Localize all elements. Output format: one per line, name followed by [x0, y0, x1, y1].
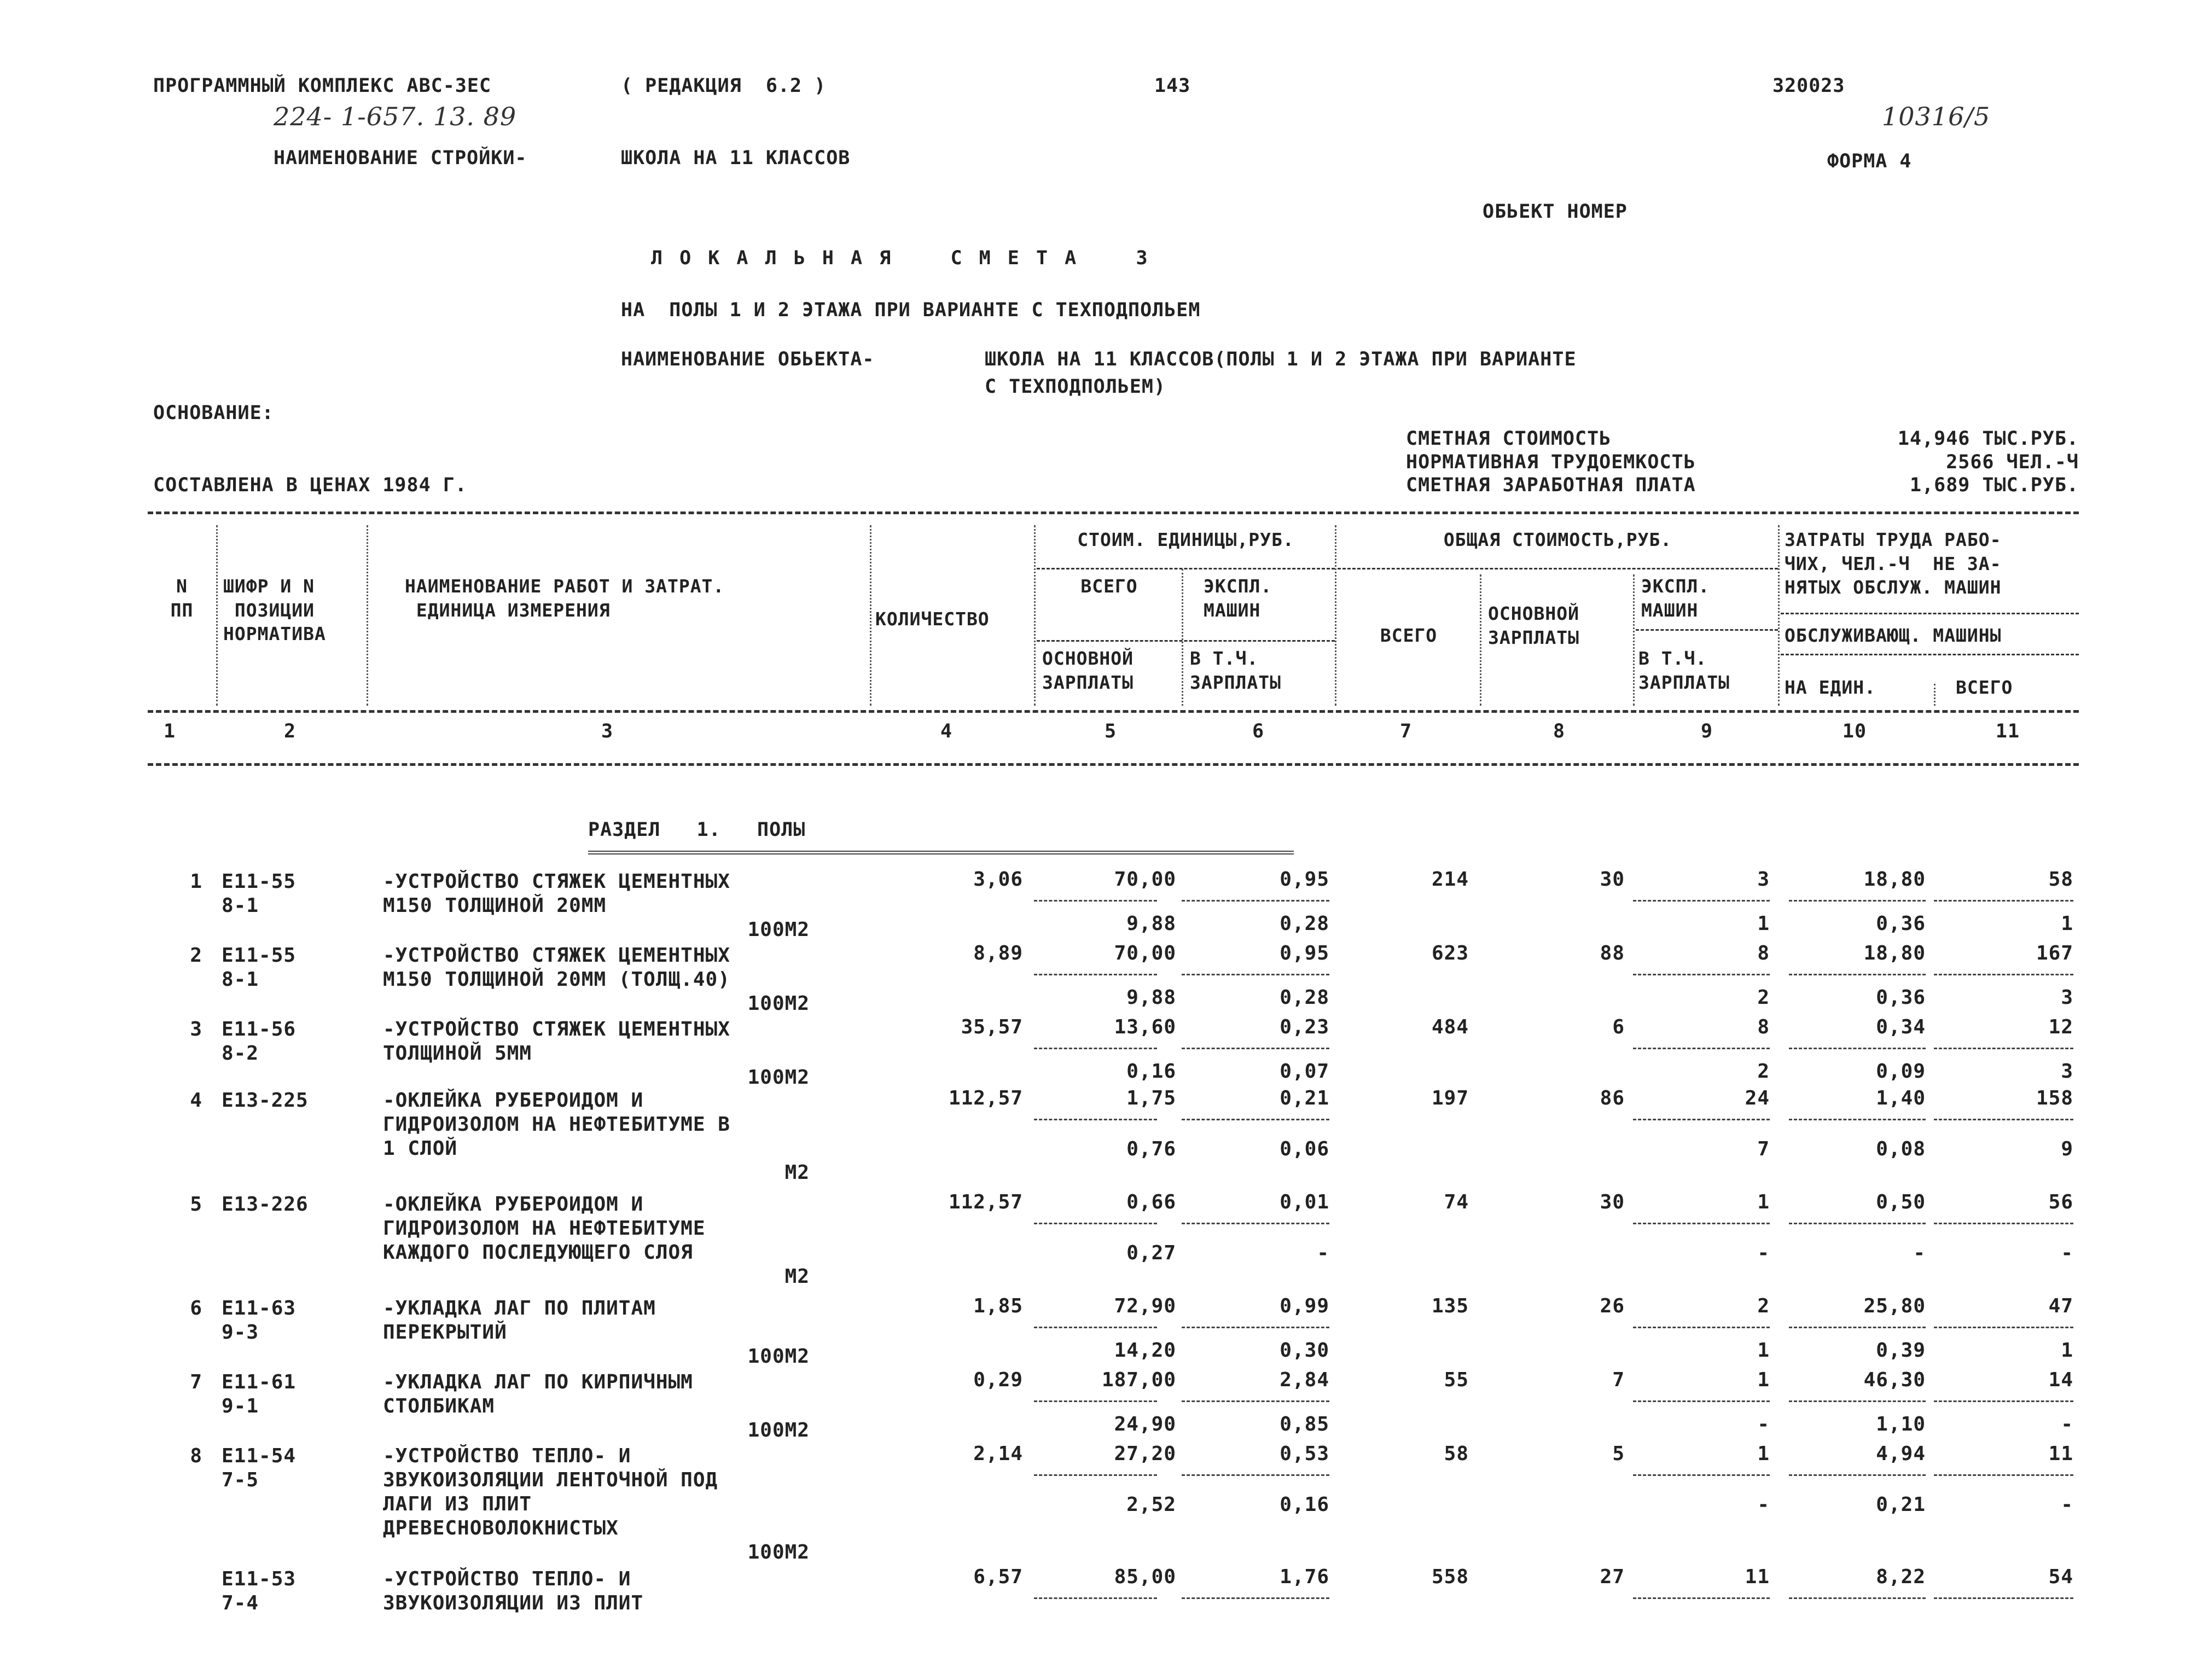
column-number: 6	[1252, 720, 1265, 742]
labor-rule	[1781, 613, 2079, 614]
row-salary-value-10: -	[1913, 1242, 1926, 1264]
row-unit: 100М2	[747, 1066, 810, 1089]
column-number: 8	[1553, 720, 1566, 742]
row-salary-value-11: -	[2061, 1493, 2073, 1516]
row-number: 1	[190, 870, 202, 893]
row-rule-11	[1934, 1119, 2073, 1120]
row-number: 3	[190, 1018, 202, 1040]
row-salary-value-9: -	[1757, 1493, 1770, 1516]
row-rule-10	[1789, 1474, 1926, 1476]
row-value-9: 2	[1757, 1295, 1770, 1317]
column-number: 9	[1700, 720, 1713, 742]
program-name: ПРОГРАММНЫЙ КОМПЛЕКС АВС-3ЕС	[153, 75, 492, 97]
row-rule-11	[1934, 1597, 2073, 1599]
row-value-5: 187,00	[1101, 1369, 1176, 1391]
row-salary-value-6: 0,07	[1280, 1060, 1329, 1083]
row-rule-9	[1633, 1400, 1770, 1402]
row-salary-value-6: 0,30	[1280, 1339, 1329, 1362]
row-value-10: 4,94	[1876, 1443, 1926, 1465]
row-rule-6	[1182, 1400, 1329, 1402]
col-sep-8	[1633, 574, 1635, 706]
header-col-2: ШИФР И N ПОЗИЦИИ НОРМАТИВА	[223, 575, 326, 645]
row-rule-10	[1789, 1400, 1926, 1402]
row-salary-value-9: -	[1757, 1413, 1770, 1435]
page-number: 143	[1154, 75, 1191, 97]
row-value-11: 158	[2036, 1087, 2073, 1109]
summary-salary-label: СМЕТНАЯ ЗАРАБОТНАЯ ПЛАТА	[1406, 474, 1696, 496]
row-salary-value-10: 1,10	[1876, 1413, 1926, 1435]
handwritten-project-code: 224- 1-657. 13. 89	[274, 102, 517, 131]
row-value-10: 0,34	[1876, 1016, 1926, 1038]
estimate-subject: НА ПОЛЫ 1 И 2 ЭТАЖА ПРИ ВАРИАНТЕ С ТЕХПОДПОЛЬЕМ	[621, 299, 1201, 321]
row-unit: М2	[784, 1161, 810, 1184]
row-rule-9	[1633, 1474, 1770, 1476]
edition-label: ( РЕДАКЦИЯ 6.2 )	[621, 75, 827, 97]
header-total-salary: ОСНОВНОЙ ЗАРПЛАТЫ	[1488, 603, 1579, 648]
col-sep-3	[870, 525, 871, 706]
handwritten-archive-number: 10316/5	[1882, 102, 1991, 131]
prices-label: СОСТАВЛЕНА В ЦЕНАХ 1984 Г.	[153, 474, 467, 496]
row-value-8: 30	[1600, 868, 1625, 891]
row-value-8: 7	[1612, 1369, 1625, 1391]
row-work-name: -ОКЛЕЙКА РУБЕРОИДОМ И ГИДРОИЗОЛОМ НА НЕФТЕБИТУМЕ КАЖДОГО ПОСЛЕДУЮЩЕГО СЛОЯ	[383, 1193, 706, 1264]
row-unit: 100М2	[747, 1419, 810, 1441]
row-quantity: 1,85	[973, 1295, 1023, 1317]
total-machines-rule	[1636, 629, 1778, 631]
row-rule-6	[1182, 1119, 1329, 1120]
row-number: 7	[190, 1371, 202, 1393]
row-value-9: 11	[1745, 1566, 1770, 1588]
row-value-5: 13,60	[1114, 1016, 1176, 1038]
row-value-7: 58	[1444, 1443, 1469, 1465]
row-work-name: -УСТРОЙСТВО СТЯЖЕК ЦЕМЕНТНЫХ М150 ТОЛЩИНОЙ 20ММ (ТОЛЩ.40)	[383, 944, 730, 991]
row-norm-code: Е13-226	[222, 1193, 309, 1216]
row-quantity: 112,57	[948, 1191, 1023, 1213]
row-salary-value-10: 0,39	[1876, 1339, 1926, 1362]
row-value-7: 558	[1431, 1566, 1469, 1588]
row-unit: 100М2	[747, 919, 810, 941]
row-work-name: -ОКЛЕЙКА РУБЕРОИДОМ И ГИДРОИЗОЛОМ НА НЕФТЕБИТУМЕ В 1 СЛОЙ	[383, 1089, 730, 1160]
summary-estimated-cost-value: 14,946 ТЫС.РУБ.	[1897, 428, 2079, 450]
row-value-7: 484	[1431, 1016, 1469, 1038]
row-work-name: -УСТРОЙСТВО СТЯЖЕК ЦЕМЕНТНЫХ ТОЛЩИНОЙ 5ММ	[383, 1018, 730, 1065]
row-salary-value-10: 0,36	[1876, 986, 1926, 1009]
row-rule-10	[1789, 1597, 1926, 1599]
row-value-7: 623	[1431, 942, 1469, 964]
row-rule-6	[1182, 1474, 1329, 1476]
row-work-name: -УКЛАДКА ЛАГ ПО ПЛИТАМ ПЕРЕКРЫТИЙ	[383, 1297, 656, 1344]
row-rule-6	[1182, 1327, 1329, 1328]
row-salary-value-6: 0,28	[1280, 912, 1329, 935]
row-value-7: 135	[1431, 1295, 1469, 1317]
row-rule-10	[1789, 1327, 1926, 1328]
row-rule-5	[1034, 1327, 1157, 1328]
col-sep-2	[367, 525, 368, 706]
row-salary-value-5: 0,16	[1126, 1060, 1176, 1083]
basis-label: ОСНОВАНИЕ:	[153, 402, 274, 424]
row-rule-5	[1034, 900, 1157, 902]
row-value-11: 14	[2048, 1369, 2073, 1391]
row-salary-value-11: -	[2061, 1242, 2073, 1264]
row-salary-value-10: 0,08	[1876, 1138, 1926, 1160]
col-sep-7	[1480, 574, 1481, 706]
row-value-5: 72,90	[1114, 1295, 1176, 1317]
row-value-5: 0,66	[1126, 1191, 1176, 1213]
row-salary-value-11: 1	[2061, 912, 2073, 935]
numbers-bottom-rule	[148, 763, 2079, 766]
row-value-6: 0,95	[1280, 942, 1329, 964]
row-value-10: 46,30	[1863, 1369, 1926, 1391]
row-salary-value-5: 24,90	[1114, 1413, 1176, 1435]
row-rule-5	[1034, 1119, 1157, 1120]
row-number: 6	[190, 1297, 202, 1319]
row-rule-6	[1182, 974, 1329, 975]
row-norm-code: Е11-61 9-1	[222, 1371, 297, 1417]
row-salary-value-6: 0,85	[1280, 1413, 1329, 1435]
row-salary-value-9: -	[1757, 1242, 1770, 1264]
column-number: 4	[940, 720, 953, 742]
row-salary-value-9: 1	[1757, 912, 1770, 935]
row-value-9: 24	[1745, 1087, 1770, 1109]
row-value-11: 12	[2048, 1016, 2073, 1038]
row-value-8: 86	[1600, 1087, 1625, 1109]
row-value-8: 88	[1600, 942, 1625, 964]
row-value-9: 8	[1757, 942, 1770, 964]
row-value-9: 8	[1757, 1016, 1770, 1038]
row-number: 4	[190, 1089, 202, 1112]
row-value-11: 11	[2048, 1443, 2073, 1465]
object-number-label: ОБЬЕКТ НОМЕР	[1483, 201, 1628, 223]
row-number: 2	[190, 944, 202, 967]
row-value-7: 214	[1431, 868, 1469, 891]
row-value-7: 55	[1444, 1369, 1469, 1391]
row-rule-11	[1934, 1048, 2073, 1049]
row-value-8: 26	[1600, 1295, 1625, 1317]
row-value-6: 0,53	[1280, 1443, 1329, 1465]
row-salary-value-11: 9	[2061, 1138, 2073, 1160]
row-value-11: 58	[2048, 868, 2073, 891]
row-salary-value-6: 0,16	[1280, 1493, 1329, 1516]
header-col-1: N ПП	[170, 575, 194, 621]
row-quantity: 6,57	[973, 1566, 1023, 1588]
row-norm-code: Е11-63 9-3	[222, 1297, 297, 1344]
row-work-name: -УСТРОЙСТВО СТЯЖЕК ЦЕМЕНТНЫХ М150 ТОЛЩИНОЙ 20ММ	[383, 870, 730, 917]
row-salary-value-10: 0,36	[1876, 912, 1926, 935]
row-salary-value-6: -	[1317, 1242, 1329, 1264]
row-salary-value-9: 7	[1757, 1138, 1770, 1160]
row-salary-value-5: 2,52	[1126, 1493, 1176, 1516]
row-norm-code: Е11-54 7-5	[222, 1445, 297, 1491]
header-labor: ЗАТРАТЫ ТРУДА РАБО- ЧИХ, ЧЕЛ.-Ч НЕ ЗА- НЯТЫХ ОБСЛУЖ. МАШИН	[1785, 529, 2002, 598]
row-value-8: 5	[1612, 1443, 1625, 1465]
row-value-11: 54	[2048, 1566, 2073, 1588]
header-total-machines: ЭКСПЛ. МАШИН	[1641, 575, 1710, 621]
summary-estimated-cost-label: СМЕТНАЯ СТОИМОСТЬ	[1406, 428, 1612, 450]
col-sep-9	[1778, 525, 1780, 706]
object-value-line-1: ШКОЛА НА 11 КЛАССОВ(ПОЛЫ 1 И 2 ЭТАЖА ПРИ ВАРИАНТЕ	[985, 348, 1577, 370]
row-norm-code: Е11-53 7-4	[222, 1568, 297, 1614]
row-value-10: 0,50	[1876, 1191, 1926, 1213]
row-rule-10	[1789, 974, 1926, 975]
col-sep-1	[216, 525, 218, 706]
row-value-11: 47	[2048, 1295, 2073, 1317]
row-value-10: 1,40	[1876, 1087, 1926, 1109]
row-rule-5	[1034, 1400, 1157, 1402]
row-salary-value-5: 0,27	[1126, 1242, 1176, 1264]
column-number: 5	[1104, 720, 1117, 742]
row-quantity: 3,06	[973, 868, 1023, 891]
column-number: 1	[163, 720, 176, 742]
row-rule-10	[1789, 1048, 1926, 1049]
row-rule-11	[1934, 1400, 2073, 1402]
row-value-7: 197	[1431, 1087, 1469, 1109]
row-rule-6	[1182, 1048, 1329, 1049]
row-salary-value-6: 0,28	[1280, 986, 1329, 1009]
construction-value: ШКОЛА НА 11 КЛАССОВ	[621, 147, 851, 169]
object-label: НАИМЕНОВАНИЕ ОБЬЕКТА-	[621, 348, 875, 370]
summary-labor-value: 2566 ЧЕЛ.-Ч	[1946, 451, 2079, 473]
row-rule-5	[1034, 1597, 1157, 1599]
row-number: 8	[190, 1445, 202, 1467]
row-value-10: 8,22	[1876, 1566, 1926, 1588]
row-rule-9	[1633, 974, 1770, 975]
column-number: 2	[283, 720, 297, 742]
row-value-10: 18,80	[1863, 942, 1926, 964]
row-unit: 100М2	[747, 1345, 810, 1368]
row-value-5: 85,00	[1114, 1566, 1176, 1588]
row-value-6: 0,21	[1280, 1087, 1329, 1109]
row-value-9: 3	[1757, 868, 1770, 891]
row-quantity: 35,57	[961, 1016, 1023, 1038]
col-sep-6	[1335, 525, 1336, 706]
row-salary-value-11: 3	[2061, 986, 2073, 1009]
row-value-11: 56	[2048, 1191, 2073, 1213]
row-rule-6	[1182, 900, 1329, 902]
row-value-6: 0,99	[1280, 1295, 1329, 1317]
row-salary-value-5: 0,76	[1126, 1138, 1176, 1160]
col-sep-4	[1034, 525, 1036, 706]
row-value-9: 1	[1757, 1369, 1770, 1391]
header-bottom-rule	[148, 710, 2079, 713]
row-salary-value-5: 9,88	[1126, 912, 1176, 935]
row-salary-value-6: 0,06	[1280, 1138, 1329, 1160]
row-rule-9	[1633, 900, 1770, 902]
col-sep-5	[1182, 569, 1183, 706]
header-col-3: НАИМЕНОВАНИЕ РАБОТ И ЗАТРАТ. ЕДИНИЦА ИЗМЕРЕНИЯ	[405, 575, 725, 621]
total-cost-rule	[1338, 568, 1778, 569]
row-salary-value-5: 9,88	[1126, 986, 1176, 1009]
row-salary-value-11: -	[2061, 1413, 2073, 1435]
header-labor-unit: НА ЕДИН.	[1785, 677, 1876, 698]
document-title: Л О К А Л Ь Н А Я С М Е Т А 3	[651, 247, 1150, 269]
row-value-5: 27,20	[1114, 1443, 1176, 1465]
row-value-6: 1,76	[1280, 1566, 1329, 1588]
table-top-rule	[148, 511, 2079, 514]
row-rule-6	[1182, 1597, 1329, 1599]
header-total-incl-salary: В Т.Ч. ЗАРПЛАТЫ	[1638, 648, 1730, 693]
row-quantity: 0,29	[973, 1369, 1023, 1391]
row-value-8: 27	[1600, 1566, 1625, 1588]
row-value-5: 70,00	[1114, 942, 1176, 964]
row-rule-5	[1034, 1474, 1157, 1476]
header-col-4: КОЛИЧЕСТВО	[875, 608, 990, 630]
row-salary-value-11: 3	[2061, 1060, 2073, 1083]
row-rule-6	[1182, 1223, 1329, 1224]
row-value-10: 18,80	[1863, 868, 1926, 891]
row-rule-11	[1934, 974, 2073, 975]
row-value-7: 74	[1444, 1191, 1469, 1213]
row-salary-value-10: 0,21	[1876, 1493, 1926, 1516]
row-unit: М2	[784, 1265, 810, 1288]
row-rule-9	[1633, 1597, 1770, 1599]
form-label: ФОРМА 4	[1827, 150, 1912, 172]
header-unit-total: ВСЕГО	[1080, 575, 1138, 597]
row-norm-code: Е11-55 8-1	[222, 944, 297, 991]
labor-sub-rule	[1781, 654, 2079, 655]
document-code: 320023	[1772, 75, 1845, 97]
row-rule-11	[1934, 900, 2073, 902]
column-number: 10	[1842, 720, 1867, 742]
header-unit-machines: ЭКСПЛ. МАШИН	[1204, 575, 1272, 621]
row-rule-11	[1934, 1223, 2073, 1224]
column-number: 7	[1399, 720, 1413, 742]
row-salary-value-11: 1	[2061, 1339, 2073, 1362]
header-labor-sub: ОБСЛУЖИВАЮЩ. МАШИНЫ	[1785, 625, 2002, 646]
row-value-8: 30	[1600, 1191, 1625, 1213]
row-quantity: 2,14	[973, 1443, 1023, 1465]
row-rule-10	[1789, 1223, 1926, 1224]
section-title: РАЗДЕЛ 1. ПОЛЫ	[588, 819, 806, 841]
header-total-cost: ОБЩАЯ СТОИМОСТЬ,РУБ.	[1443, 529, 1672, 550]
header-unit-salary: ОСНОВНОЙ ЗАРПЛАТЫ	[1042, 648, 1134, 693]
row-value-8: 6	[1612, 1016, 1625, 1038]
row-rule-9	[1633, 1119, 1770, 1120]
column-number: 11	[1995, 720, 2020, 742]
section-underline	[588, 851, 1294, 854]
header-unit-incl-salary: В Т.Ч. ЗАРПЛАТЫ	[1190, 648, 1281, 693]
row-value-9: 1	[1757, 1443, 1770, 1465]
row-salary-value-10: 0,09	[1876, 1060, 1926, 1083]
row-work-name: -УКЛАДКА ЛАГ ПО КИРПИЧНЫМ СТОЛБИКАМ	[383, 1371, 693, 1417]
row-number: 5	[190, 1193, 202, 1216]
row-quantity: 8,89	[973, 942, 1023, 964]
row-value-5: 1,75	[1126, 1087, 1176, 1109]
row-norm-code: Е13-225	[222, 1089, 309, 1112]
row-rule-9	[1633, 1223, 1770, 1224]
row-rule-11	[1934, 1327, 2073, 1328]
row-salary-value-9: 1	[1757, 1339, 1770, 1362]
row-rule-9	[1633, 1048, 1770, 1049]
summary-salary-value: 1,689 ТЫС.РУБ.	[1909, 474, 2079, 496]
row-rule-5	[1034, 1223, 1157, 1224]
col-sep-10	[1934, 684, 1936, 706]
unit-cost-sub-rule	[1037, 640, 1335, 642]
row-value-10: 25,80	[1863, 1295, 1926, 1317]
summary-labor-label: НОРМАТИВНАЯ ТРУДОЕМКОСТЬ	[1406, 451, 1696, 473]
row-unit: 100М2	[747, 992, 810, 1015]
row-salary-value-9: 2	[1757, 986, 1770, 1009]
row-value-6: 0,23	[1280, 1016, 1329, 1038]
row-value-6: 0,95	[1280, 868, 1329, 891]
row-salary-value-9: 2	[1757, 1060, 1770, 1083]
row-unit: 100М2	[747, 1541, 810, 1563]
construction-label: НАИМЕНОВАНИЕ СТРОЙКИ-	[274, 147, 527, 169]
header-total-all: ВСЕГО	[1380, 625, 1438, 646]
header-unit-cost: СТОИМ. ЕДИНИЦЫ,РУБ.	[1077, 529, 1294, 550]
row-norm-code: Е11-56 8-2	[222, 1018, 297, 1065]
row-rule-5	[1034, 1048, 1157, 1049]
row-value-5: 70,00	[1114, 868, 1176, 891]
row-work-name: -УСТРОЙСТВО ТЕПЛО- И ЗВУКОИЗОЛЯЦИИ ЛЕНТОЧНОЙ ПОД ЛАГИ ИЗ ПЛИТ ДРЕВЕСНОВОЛОКНИСТЫХ	[383, 1445, 718, 1539]
row-value-6: 0,01	[1280, 1191, 1329, 1213]
row-rule-10	[1789, 900, 1926, 902]
row-salary-value-5: 14,20	[1114, 1339, 1176, 1362]
column-number: 3	[601, 720, 614, 742]
row-rule-9	[1633, 1327, 1770, 1328]
row-value-11: 167	[2036, 942, 2073, 964]
row-rule-11	[1934, 1474, 2073, 1476]
row-work-name: -УСТРОЙСТВО ТЕПЛО- И ЗВУКОИЗОЛЯЦИИ ИЗ ПЛИТ	[383, 1568, 644, 1614]
unit-cost-rule	[1037, 568, 1335, 569]
row-rule-10	[1789, 1119, 1926, 1120]
row-quantity: 112,57	[948, 1087, 1023, 1109]
header-labor-total: ВСЕГО	[1956, 677, 2013, 698]
row-value-6: 2,84	[1280, 1369, 1329, 1391]
row-rule-5	[1034, 974, 1157, 975]
row-norm-code: Е11-55 8-1	[222, 870, 297, 917]
object-value-line-2: С ТЕХПОДПОЛЬЕМ)	[985, 376, 1166, 398]
row-value-9: 1	[1757, 1191, 1770, 1213]
